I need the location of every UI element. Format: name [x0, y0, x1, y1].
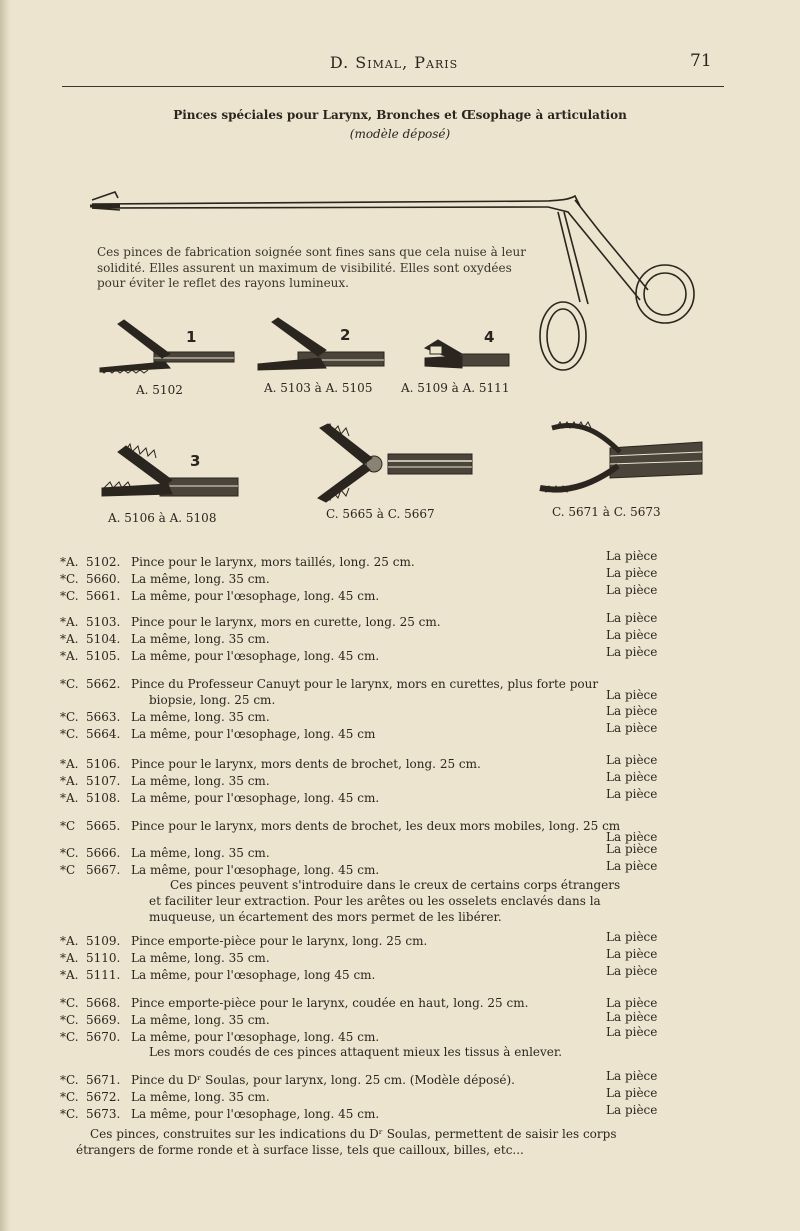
item-code: 5673. — [86, 1107, 121, 1121]
item-code: 5669. — [86, 1013, 121, 1027]
item-code: 5103. — [86, 615, 121, 629]
item-description: Pince pour le larynx, mors en curette, long. 25 cm. — [131, 615, 441, 629]
item-code: 5668. — [86, 996, 121, 1010]
item-description: La même, pour l'œsophage, long. 45 cm. — [131, 791, 380, 805]
item-prefix: *C. — [60, 846, 79, 860]
item-prefix: *A. — [60, 555, 79, 569]
figure-caption: C. 5671 à C. 5673 — [552, 505, 661, 519]
item-code: 5667. — [86, 863, 121, 877]
item-code: 5108. — [86, 791, 121, 805]
item-price-label: La pièce — [606, 842, 658, 856]
item-prefix: *A. — [60, 951, 79, 965]
item-code: 5107. — [86, 774, 121, 788]
item-code: 5665. — [86, 819, 121, 833]
section-subtitle: (modèle déposé) — [349, 127, 451, 141]
item-description: La même, long. 35 cm. — [131, 1013, 270, 1027]
item-description: La même, pour l'œsophage, long 45 cm. — [131, 968, 376, 982]
item-description: La même, long. 35 cm. — [131, 710, 270, 724]
item-price-label: La pièce — [606, 645, 658, 659]
item-prefix: *A. — [60, 774, 79, 788]
item-price-label: La pièce — [606, 753, 658, 767]
item-prefix: *C. — [60, 572, 79, 586]
item-prefix: *C — [60, 863, 76, 877]
item-description: Pince emporte-pièce pour le larynx, long. 25 cm. — [131, 934, 428, 948]
item-code: 5110. — [86, 951, 121, 965]
page-number: 71 — [690, 51, 712, 71]
item-price-label: La pièce — [606, 583, 658, 597]
item-price-label: La pièce — [606, 1086, 658, 1100]
item-note-line: Ces pinces peuvent s'introduire dans le creux de certains corps étrangers — [170, 878, 621, 892]
item-prefix: *A. — [60, 649, 79, 663]
item-code: 5670. — [86, 1030, 121, 1044]
item-price-label: La pièce — [606, 787, 658, 801]
item-price-label: La pièce — [606, 688, 658, 702]
item-description: La même, pour l'œsophage, long. 45 cm — [131, 727, 376, 741]
figure-caption: A. 5109 à A. 5111 — [401, 381, 510, 395]
item-price-label: La pièce — [606, 628, 658, 642]
figure-label-2: 2 — [340, 326, 351, 344]
item-prefix: *C. — [60, 1030, 79, 1044]
item-description: La même, long. 35 cm. — [131, 572, 270, 586]
section-title: Pinces spéciales pour Larynx, Bronches et Œsophage à articulation — [173, 108, 627, 122]
item-code: 5106. — [86, 757, 121, 771]
item-prefix: *A. — [60, 791, 79, 805]
figure-caption: C. 5665 à C. 5667 — [326, 507, 435, 521]
item-prefix: *C. — [60, 727, 79, 741]
item-prefix: *C. — [60, 1013, 79, 1027]
item-prefix: *C. — [60, 1107, 79, 1121]
figure-caption: A. 5102 — [136, 383, 183, 397]
item-code: 5662. — [86, 677, 121, 691]
item-prefix: *C. — [60, 996, 79, 1010]
item-price-label: La pièce — [606, 1103, 658, 1117]
intro-paragraph: Ces pinces de fabrication soignée sont fines sans que cela nuise à leur solidité. Elles assurent un maximum de visibilité. Elles sont oxydées pour éviter le reflet des rayons lumineux. — [97, 245, 526, 290]
item-description: Pince emporte-pièce pour le larynx, coudée en haut, long. 25 cm. — [131, 996, 529, 1010]
closing-paragraph-line: Ces pinces, construites sur les indications du Dʳ Soulas, permettent de saisir les corps — [90, 1127, 617, 1141]
item-prefix: *C. — [60, 589, 79, 603]
item-price-label: La pièce — [606, 721, 658, 735]
item-price-label: La pièce — [606, 830, 658, 844]
item-code: 5661. — [86, 589, 121, 603]
item-code: 5663. — [86, 710, 121, 724]
item-note-line: muqueuse, un écartement des mors permet de les libérer. — [149, 910, 502, 924]
item-code: 5664. — [86, 727, 121, 741]
item-price-label: La pièce — [606, 1010, 658, 1024]
item-code: 5105. — [86, 649, 121, 663]
item-price-label: La pièce — [606, 1069, 658, 1083]
item-prefix: *A. — [60, 934, 79, 948]
figure-caption: A. 5103 à A. 5105 — [264, 381, 373, 395]
item-description: Pince pour le larynx, mors dents de brochet, long. 25 cm. — [131, 757, 481, 771]
item-description: La même, pour l'œsophage, long. 45 cm. — [131, 649, 380, 663]
item-description: Pince pour le larynx, mors dents de brochet, les deux mors mobiles, long. 25 cm — [131, 819, 621, 833]
item-description: La même, long. 35 cm. — [131, 1090, 270, 1104]
item-description: Pince pour le larynx, mors taillés, long. 25 cm. — [131, 555, 415, 569]
item-code: 5660. — [86, 572, 121, 586]
closing-paragraph-line: étrangers de forme ronde et à surface lisse, tels que cailloux, billes, etc... — [76, 1143, 524, 1157]
item-prefix: *A. — [60, 615, 79, 629]
item-code: 5109. — [86, 934, 121, 948]
item-description: La même, long. 35 cm. — [131, 632, 270, 646]
item-description: La même, long. 35 cm. — [131, 846, 270, 860]
item-prefix: *C. — [60, 710, 79, 724]
item-price-label: La pièce — [606, 770, 658, 784]
item-description: La même, long. 35 cm. — [131, 774, 270, 788]
item-price-label: La pièce — [606, 996, 658, 1010]
item-price-label: La pièce — [606, 859, 658, 873]
item-code: 5666. — [86, 846, 121, 860]
item-description: Pince du Professeur Canuyt pour le larynx, mors en curettes, plus forte pour — [131, 677, 599, 691]
item-prefix: *C. — [60, 677, 79, 691]
item-price-label: La pièce — [606, 930, 658, 944]
item-code: 5104. — [86, 632, 121, 646]
item-note-line: et faciliter leur extraction. Pour les arêtes ou les osselets enclavés dans la — [149, 894, 601, 908]
item-code: 5671. — [86, 1073, 121, 1087]
item-price-label: La pièce — [606, 611, 658, 625]
item-prefix: *A. — [60, 632, 79, 646]
item-price-label: La pièce — [606, 1025, 658, 1039]
item-price-label: La pièce — [606, 947, 658, 961]
item-price-label: La pièce — [606, 566, 658, 580]
item-prefix: *A. — [60, 968, 79, 982]
running-header: D. Simal, Paris — [329, 53, 459, 72]
item-prefix: *C. — [60, 1090, 79, 1104]
item-description: La même, long. 35 cm. — [131, 951, 270, 965]
item-price-label: La pièce — [606, 704, 658, 718]
item-price-label: La pièce — [606, 549, 658, 563]
item-price-label: La pièce — [606, 964, 658, 978]
figure-label-1: 1 — [186, 328, 197, 346]
item-prefix: *C. — [60, 1073, 79, 1087]
item-description: La même, pour l'œsophage, long. 45 cm. — [131, 589, 380, 603]
item-code: 5672. — [86, 1090, 121, 1104]
item-description: Pince du Dʳ Soulas, pour larynx, long. 25 cm. (Modèle déposé). — [131, 1073, 515, 1087]
figure-label-3: 3 — [190, 452, 201, 470]
item-code: 5102. — [86, 555, 121, 569]
item-description-continued: biopsie, long. 25 cm. — [149, 693, 276, 707]
figure-label-4: 4 — [484, 328, 495, 346]
item-prefix: *A. — [60, 757, 79, 771]
item-description: La même, pour l'œsophage, long. 45 cm. — [131, 863, 380, 877]
item-description: La même, pour l'œsophage, long. 45 cm. — [131, 1030, 380, 1044]
item-code: 5111. — [86, 968, 121, 982]
item-description: La même, pour l'œsophage, long. 45 cm. — [131, 1107, 380, 1121]
item-prefix: *C — [60, 819, 76, 833]
item-note-line: Les mors coudés de ces pinces attaquent mieux les tissus à enlever. — [149, 1045, 563, 1059]
figure-caption: A. 5106 à A. 5108 — [108, 511, 217, 525]
